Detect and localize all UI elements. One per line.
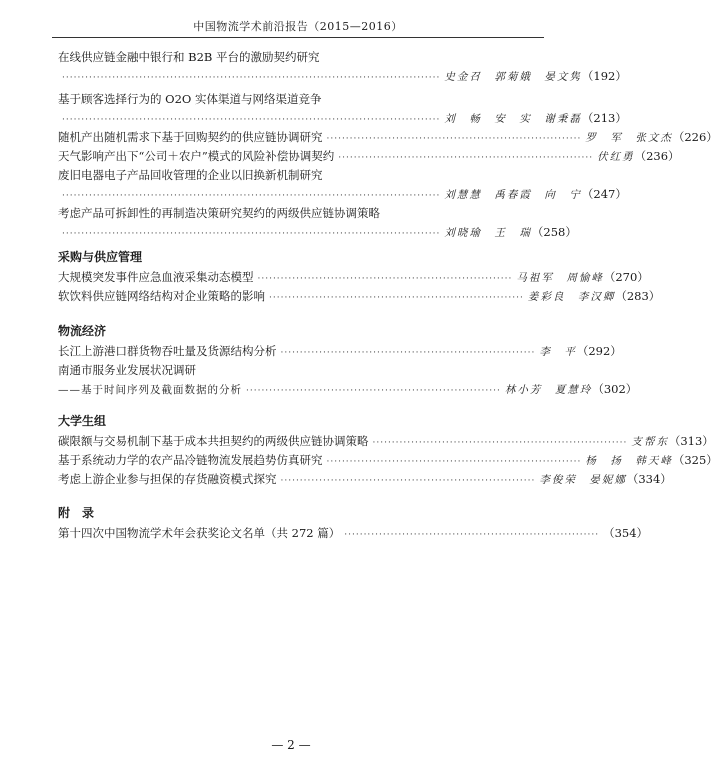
toc-entry-meta [58,109,627,127]
toc-entry-authors: 罗 军 张文杰 [585,132,673,144]
toc-entry-authors: 姜彩良 李汉卿 [527,291,616,303]
toc-entry-title: 考虑上游企业参与担保的存货融资模式探究 [58,472,277,486]
toc-entry-title[interactable]: 废旧电器电子产品回收管理的企业以旧换新机制研究 [58,168,323,182]
toc-entry-authors: 史金召 郭菊娥 晏文隽 [444,71,582,83]
toc-entry-authors: 伏红勇 [597,151,635,163]
toc-entry-page: （236） [634,149,680,163]
dot-leader: ·································································· [269,293,524,303]
toc-entry[interactable] [58,451,718,469]
toc-entry[interactable] [58,470,672,488]
toc-entry-meta [58,185,627,203]
dot-leader: ·································································· [338,153,594,163]
dot-leader: ·································································· [280,476,536,486]
dot-leader: ·································································· [326,457,582,467]
toc-entry-meta [58,67,627,85]
toc-entry-title[interactable]: 南通市服务业发展状况调研 [58,363,196,377]
toc-entry-authors: 杨 扬 韩天峰 [585,455,673,467]
toc-entry-title: 基于系统动力学的农产品冷链物流发展趋势仿真研究 [58,453,323,467]
toc-entry-page: （325） [672,453,718,467]
dot-leader: ·································································································· [62,115,441,125]
toc-entry-page: （292） [576,344,622,358]
running-header: 中国物流学术前沿报告（2015—2016） [193,20,403,33]
toc-entry-authors: 刘晓瑜 王 瑞 [444,227,532,239]
dot-leader: ·································································································· [62,73,441,83]
toc-entry[interactable] [58,128,718,146]
toc-entry-title: 碳限额与交易机制下基于成本共担契约的两级供应链协调策略 [58,434,369,448]
dot-leader: ·································································································· [62,229,441,239]
toc-entry[interactable] [58,342,622,360]
toc-entry-authors: 李 平 [539,346,577,358]
toc-entry-title: 第十四次中国物流学术年会获奖论文名单（共 272 篇） [58,526,341,540]
toc-entry[interactable] [58,147,680,165]
toc-entry-page: （247） [581,187,627,201]
toc-entry-meta [58,223,577,241]
dot-leader: ·································································· [344,530,600,540]
toc-entry-authors: 林小芳 夏慧玲 [504,384,593,396]
toc-entry[interactable] [58,524,649,542]
toc-entry-page: （313） [668,434,714,448]
toc-entry[interactable] [58,287,661,305]
dot-leader: ·································································· [246,386,501,396]
toc-entry-page: （192） [581,69,627,83]
toc-entry-meta [58,380,638,398]
toc-entry-title[interactable]: 基于顾客选择行为的 O2O 实体渠道与网络渠道竞争 [58,92,322,106]
page-number: — 2 — [271,738,311,752]
toc-entry-page: （258） [531,225,577,239]
toc-entry-title: 软饮料供应链网络结构对企业策略的影响 [58,289,265,303]
toc-entry-title: 长江上游港口群货物吞吐量及货源结构分析 [58,344,277,358]
toc-entry-authors: 李俊荣 晏妮娜 [539,474,627,486]
toc-entry-title[interactable]: 考虑产品可拆卸性的再制造决策研究契约的两级供应链协调策略 [58,206,380,220]
toc-entry-authors: 刘慧慧 禹春霞 向 宁 [444,189,582,201]
toc-entry-page: （283） [615,289,661,303]
section-heading-procurement: 采购与供应管理 [58,250,143,264]
section-heading-appendix: 附 录 [58,506,95,520]
dot-leader: ·································································· [372,438,628,448]
toc-entry-authors: 马祖军 周愉峰 [516,272,604,284]
toc-entry-page: （213） [581,111,627,125]
toc-entry-title: 大规模突发事件应急血液采集动态模型 [58,270,254,284]
toc-entry-authors: 支帮东 [631,436,669,448]
toc-entry-page: （302） [592,382,638,396]
toc-entry[interactable] [58,432,714,450]
header-rule [52,37,544,38]
toc-entry[interactable] [58,268,649,286]
toc-entry-title: 随机产出随机需求下基于回购契约的供应链协调研究 [58,130,323,144]
toc-entry-title: 天气影响产出下“公司＋农户”模式的风险补偿协调契约 [58,149,335,163]
toc-entry-authors: 刘 畅 安 实 谢秉磊 [444,113,582,125]
section-heading-economy: 物流经济 [58,324,107,338]
toc-entry-page: （354） [603,526,649,540]
dot-leader: ·································································· [257,274,513,284]
dot-leader: ·································································· [326,134,582,144]
dot-leader: ·································································································· [62,191,441,201]
toc-entry-subtitle: ——基于时间序列及截面数据的分析 [58,384,242,396]
dot-leader: ·································································· [280,348,536,358]
toc-entry-page: （270） [603,270,649,284]
section-heading-students: 大学生组 [58,414,107,428]
toc-entry-page: （334） [626,472,672,486]
toc-entry-page: （226） [672,130,718,144]
toc-entry-title[interactable]: 在线供应链金融中银行和 B2B 平台的激励契约研究 [58,50,320,64]
